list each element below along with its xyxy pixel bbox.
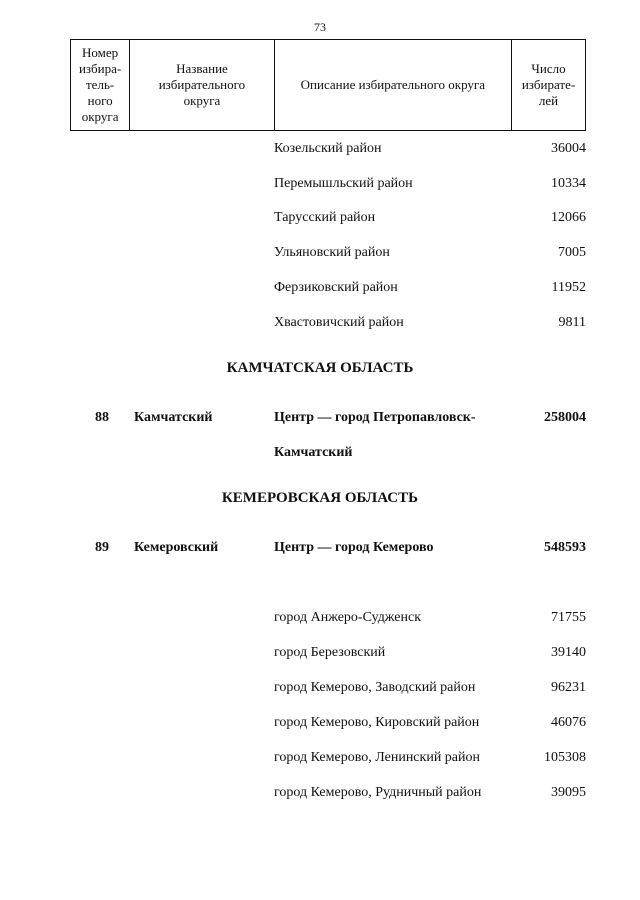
row-description: город Кемерово, Заводский район [274, 680, 476, 695]
row-description: Хвастовичский район [274, 315, 404, 330]
district-voter-count: 258004 [544, 410, 586, 425]
district-name: Кемеровский [134, 540, 219, 555]
row-description: город Березовский [274, 645, 386, 660]
header-voter-count: Число избирате- лей [512, 40, 586, 131]
row-description: город Кемерово, Кировский район [274, 715, 480, 730]
page-number: 73 [314, 20, 326, 34]
row-voter-count: 96231 [551, 680, 586, 695]
row-voter-count: 105308 [544, 750, 586, 765]
table-header [70, 39, 586, 131]
row-voter-count: 12066 [551, 210, 586, 225]
district-center: Центр — город Петропавловск- [274, 410, 476, 425]
header-district-number: Номер избира- тель- ного округа [71, 40, 130, 131]
row-voter-count: 9811 [558, 315, 586, 330]
district-name: Камчатский [134, 410, 213, 425]
row-description: Козельский район [274, 141, 382, 156]
district-voter-count: 548593 [544, 540, 586, 555]
row-description: Ульяновский район [274, 245, 390, 260]
district-center-continued: Камчатский [274, 445, 353, 460]
row-description: город Кемерово, Ленинский район [274, 750, 481, 765]
row-voter-count: 39140 [551, 645, 586, 660]
row-voter-count: 11952 [551, 280, 586, 295]
region-heading-kemerovo: КЕМЕРОВСКАЯ ОБЛАСТЬ [221, 490, 419, 506]
row-voter-count: 36004 [551, 141, 586, 156]
row-description: Ферзиковский район [274, 280, 398, 295]
district-center: Центр — город Кемерово [274, 540, 434, 555]
header-district-name: Название избирательного округа [130, 40, 274, 131]
header-district-description: Описание избирательного округа [274, 40, 511, 131]
row-voter-count: 39095 [551, 785, 586, 800]
district-number: 88 [95, 410, 109, 425]
row-description: город Кемерово, Рудничный район [274, 785, 482, 800]
row-description: Перемышльский район [274, 176, 413, 191]
row-voter-count: 46076 [551, 715, 586, 730]
row-description: Тарусский район [274, 210, 376, 225]
row-voter-count: 7005 [558, 245, 586, 260]
row-voter-count: 71755 [551, 610, 586, 625]
row-description: город Анжеро-Судженск [274, 610, 422, 625]
region-heading-kamchatka: КАМЧАТСКАЯ ОБЛАСТЬ [226, 360, 414, 376]
row-voter-count: 10334 [551, 176, 586, 191]
district-number: 89 [95, 540, 109, 555]
